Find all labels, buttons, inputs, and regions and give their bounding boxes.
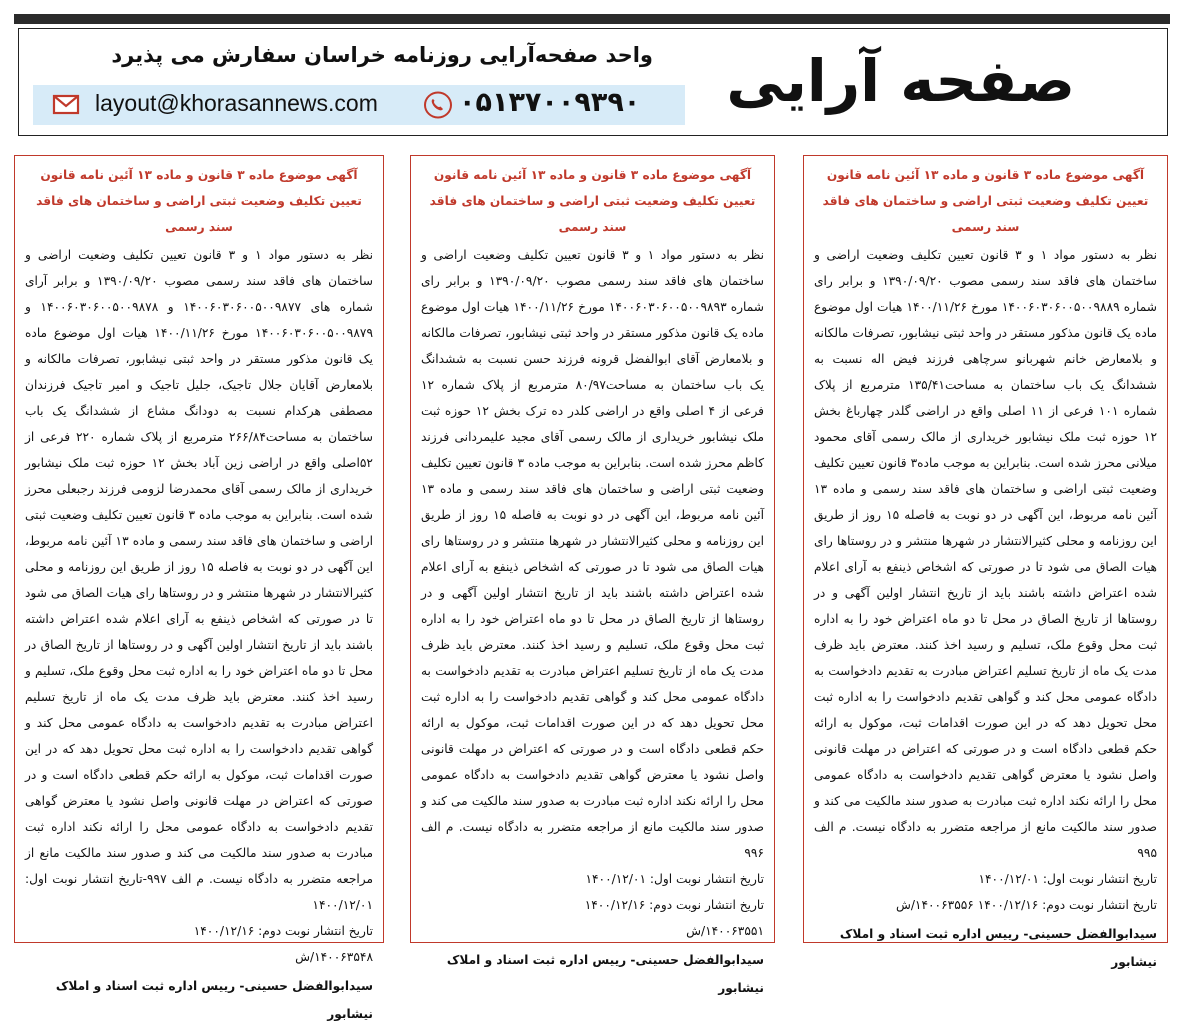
notice-signature: سیدابوالفضل حسینی- رییس اداره ثبت اسناد و املاک نیشابور	[839, 927, 1157, 969]
notice-reference: ۱۴۰۰۶۳۵۴۸/ش	[295, 950, 373, 964]
phone-icon	[423, 91, 453, 119]
notice-body: نظر به دستور مواد ۱ و ۳ قانون تعیین تکلیف وضعیت اراضی و ساختمان های فاقد سند رسمی مصوب ۱۳۹۰/۰۹/۲۰ و برابر رای شماره ۱۴۰۰۶۰۳۰۶۰۰۵۰۰۹۸۹۳ مورخ ۱۴۰۰/۱۱/۲۶ هیات اول موضوع ماده یک قانون مذکور مستقر در واحد ثبتی نیشابور، تصرفات مالکانه و بلامعارض آقای ابوالفضل قرونه فرزند حسن نسبت به ششدانگ یک باب ساختمان به مساحت۸۰/۹۷ مترمربع از پلاک شماره ۱۲ فرعی از ۴ اصلی واقع در اراضی کلدر ده ترک بخش ۱۲ حوزه ثبت ملک نیشابور خریداری از مالک رسمی آقای مجید علیمردانی فرزند کاظم محرز شده است. بنابراین به موجب ماده ۳ قانون تعیین تکلیف وضعیت ثبتی اراضی و ساختمان های فاقد سند رسمی و ماده ۱۳ آئین نامه مربوط، این آگهی در دو نوبت به فاصله ۱۵ روز از طریق این روزنامه و محلی کثیرالانتشار در شهرها منتشر و در روستاها رای هیات الصاق می شود تا در صورتی که اشخاص ذینفع به آرای اعلام شده اعتراض داشته باشند باید از تاریخ انتشار اولین آگهی و در روستاها از تاریخ الصاق در محل تا دو ماه اعتراض خود را به اداره ثبت محل وقوع ملک، تسلیم و رسید اخذ کنند. معترض باید ظرف مدت یک ماه از تاریخ تسلیم اعتراض مبادرت به تقدیم دادخواست به دادگاه عمومی محل کند و گواهی تقدیم دادخواست را به اداره ثبت محل تحویل دهد که در این صورت اقدامات ثبت، موکول به ارائه حکم قطعی دادگاه است و در صورتی که اعتراض در مهلت قانونی واصل نشود یا معترض گواهی تقدیم دادخواست به دادگاه عمومی محل را ارائه نکند اداره ثبت مبادرت به صدور سند مالکیت می کند و صدور سند مالکیت مانع از مراجعه متضرر به دادگاه نیست. م الف ۹۹۶	[421, 248, 765, 860]
first-publication-date: تاریخ انتشار نوبت اول: ۱۴۰۰/۱۲/۰۱	[978, 872, 1157, 886]
layout-service-banner	[18, 28, 1168, 136]
mail-icon	[53, 95, 79, 114]
notice-heading: آگهی موضوع ماده ۳ قانون و ماده ۱۳ آئین نامه قانون تعیین تکلیف وضعیت ثبتی اراضی و ساختمان های فاقد سند رسمی	[36, 168, 362, 234]
second-publication-date: تاریخ انتشار نوبت دوم: ۱۴۰۰/۱۲/۱۶	[193, 924, 373, 938]
notice-signature: سیدابوالفضل حسینی- رییس اداره ثبت اسناد و املاک نیشابور	[55, 979, 373, 1021]
phone-number[interactable]: ۰۵۱۳۷۰۰۹۳۹۰	[459, 87, 641, 118]
second-publication-date: تاریخ انتشار نوبت دوم: ۱۴۰۰/۱۲/۱۶	[584, 898, 764, 912]
notice-signature: سیدابوالفضل حسینی- رییس اداره ثبت اسناد و املاک نیشابور	[446, 953, 764, 995]
notice-column-right	[803, 155, 1168, 969]
notice-heading: آگهی موضوع ماده ۳ قانون و ماده ۱۳ آئین نامه قانون تعیین تکلیف وضعیت ثبتی اراضی و ساختمان های فاقد سند رسمی	[429, 168, 756, 234]
banner-title: صفحه آرایی	[726, 47, 1075, 115]
top-rule	[14, 14, 1170, 24]
notice-column-middle	[410, 155, 775, 995]
first-publication-date: تاریخ انتشار نوبت اول: ۱۴۰۰/۱۲/۰۱	[585, 872, 764, 886]
notice-heading: آگهی موضوع ماده ۳ قانون و ماده ۱۳ آئین نامه قانون تعیین تکلیف وضعیت ثبتی اراضی و ساختمان های فاقد سند رسمی	[822, 168, 1149, 234]
second-publication-date: تاریخ انتشار نوبت دوم: ۱۴۰۰/۱۲/۱۶ ۱۴۰۰۶۳۵۵۶/ش	[895, 898, 1157, 912]
banner-subtitle: واحد صفحه‌آرایی روزنامه خراسان سفارش می پذیرد	[111, 43, 653, 67]
notice-body: نظر به دستور مواد ۱ و ۳ قانون تعیین تکلیف وضعیت اراضی و ساختمان های فاقد سند رسمی مصوب ۱۳۹۰/۰۹/۲۰ و برابر آرای شماره های ۱۴۰۰۶۰۳۰۶۰۰۵۰۰۹۸۷۷ و ۱۴۰۰۶۰۳۰۶۰۰۵۰۰۹۸۷۸ و ۱۴۰۰۶۰۳۰۶۰۰۵۰۰۹۸۷۹ مورخ ۱۴۰۰/۱۱/۲۶ هیات اول موضوع ماده یک قانون مذکور مستقر در واحد ثبتی نیشابور، تصرفات مالکانه و بلامعارض آقایان جلال تاجیک، جلیل تاجیک و امیر تاجیک فرزندان مصطفی هرکدام نسبت به دودانگ مشاع از ششدانگ یک باب ساختمان به مساحت۲۶۶/۸۴ مترمربع از پلاک شماره ۲۲۰ فرعی از ۵۲اصلی واقع در اراضی زین آباد بخش ۱۲ حوزه ثبت ملک نیشابور خریداری از مالک رسمی آقای محمدرضا لزومی فرزند رجبعلی محرز شده است. بنابراین به موجب ماده ۳ قانون تعیین تکلیف وضعیت ثبتی اراضی و ساختمان های فاقد سند رسمی و ماده ۱۳ آئین نامه مربوط، این آگهی در دو نوبت به فاصله ۱۵ روز از طریق این روزنامه و محلی کثیرالانتشار در شهرها منتشر و در روستاها رای هیات الصاق می شود تا در صورتی که اشخاص ذینفع به آرای اعلام شده اعتراض داشته باشند باید از تاریخ انتشار اولین آگهی و در روستاها از تاریخ الصاق در محل تا دو ماه اعتراض خود را به اداره ثبت محل وقوع ملک، تسلیم و رسید اخذ کنند. معترض باید ظرف مدت یک ماه از تاریخ تسلیم اعتراض مبادرت به تقدیم دادخواست به دادگاه عمومی محل کند و گواهی تقدیم دادخواست را به اداره ثبت محل تحویل دهد که در این صورت اقدامات ثبت، موکول به ارائه حکم قطعی دادگاه است و در صورتی که اعتراض در مهلت قانونی واصل نشود یا معترض گواهی تقدیم دادخواست به دادگاه عمومی محل را ارائه نکند اداره ثبت مبادرت به صدور سند مالکیت می کند و صدور سند مالکیت مانع از مراجعه متضرر به دادگاه نیست. م الف ۹۹۷-تاریخ انتشار نوبت اول: ۱۴۰۰/۱۲/۰۱	[25, 248, 374, 912]
notice-column-left	[14, 155, 384, 1021]
contact-strip	[33, 85, 685, 125]
notice-body: نظر به دستور مواد ۱ و ۳ قانون تعیین تکلیف وضعیت اراضی و ساختمان های فاقد سند رسمی مصوب ۱۳۹۰/۰۹/۲۰ و برابر رای شماره ۱۴۰۰۶۰۳۰۶۰۰۵۰۰۹۸۸۹ مورخ ۱۴۰۰/۱۱/۲۶ هیات اول موضوع ماده یک قانون مذکور مستقر در واحد ثبتی نیشابور، تصرفات مالکانه و بلامعارض خانم شهربانو سرچاهی فرزند فیض اله نسبت به ششدانگ یک باب ساختمان به مساحت۱۳۵/۴۱ مترمربع از پلاک شماره ۱۰۱ فرعی از ۱۱ اصلی واقع در اراضی گلدر چهارباغ بخش ۱۲ حوزه ثبت ملک نیشابور خریداری از مالک رسمی آقای محمود میلانی محرز شده است. بنابراین به موجب ماده۳ قانون تعیین تکلیف وضعیت ثبتی اراضی و ساختمان های فاقد سند رسمی و ماده ۱۳ آئین نامه مربوط، این آگهی در دو نوبت به فاصله ۱۵ روز از طریق این روزنامه و محلی کثیرالانتشار در شهرها منتشر و در روستاها رای هیات الصاق می شود تا در صورتی که اشخاص ذینفع به آرای اعلام شده اعتراض داشته باشند باید از تاریخ انتشار اولین آگهی و در روستاها از تاریخ الصاق در محل تا دو ماه اعتراض خود را به اداره ثبت محل وقوع ملک، تسلیم و رسید اخذ کنند. معترض باید ظرف مدت یک ماه از تاریخ تسلیم اعتراض مبادرت به تقدیم دادخواست به دادگاه عمومی محل کند و گواهی تقدیم دادخواست را به اداره ثبت محل تحویل دهد که در این صورت اقدامات ثبت، موکول به ارائه حکم قطعی دادگاه است و در صورتی که اعتراض در مهلت قانونی واصل نشود یا معترض گواهی تقدیم دادخواست به دادگاه عمومی محل را ارائه نکند اداره ثبت مبادرت به صدور سند مالکیت می کند و صدور سند مالکیت مانع از مراجعه متضرر به دادگاه نیست. م الف ۹۹۵	[814, 248, 1158, 860]
notice-reference: ۱۴۰۰۶۳۵۵۱/ش	[686, 924, 764, 938]
email-address[interactable]: layout@khorasannews.com	[95, 90, 378, 116]
